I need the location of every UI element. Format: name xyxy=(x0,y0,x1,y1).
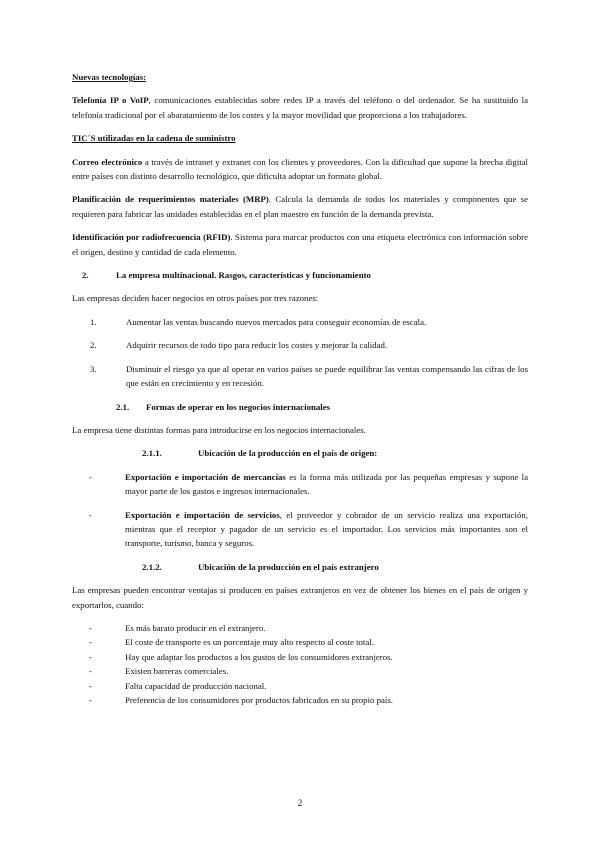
document-page xyxy=(72,70,528,707)
list-item: - Preferencia de los consumidores por productos fabricados en su propio país. xyxy=(89,695,393,705)
list-item: - Existen barreras comerciales. xyxy=(89,666,229,677)
list-item: - Exportación e importación de mercancías es la forma más utilizada por las pequeñas empresas y supone la mayor parte de los gastos e ingresos internacionales. xyxy=(89,471,528,497)
heading-section-2-1-2: 2.1.2. Ubicación de la producción en el país extranjero xyxy=(142,561,379,572)
list-item: - Es más barato producir en el extranjero. xyxy=(89,622,266,633)
term-correo: Correo electrónico xyxy=(72,156,143,167)
page-number: 2 xyxy=(297,798,303,808)
list-item: 3. Disminuir el riesgo ya que al operar en varios países se puede equilibrar las ventas compensando las cifras de los que están en crecimiento y en recesión. xyxy=(90,363,528,389)
origin-list xyxy=(72,470,528,551)
heading-section-2-1: 2.1. Formas de operar en los negocios internacionales xyxy=(116,401,331,412)
list-item: 1. Aumentar las ventas buscando nuevos mercados para conseguir economías de escala. xyxy=(90,316,427,327)
heading-section-2: 2. La empresa multinacional. Rasgos, características y funcionamiento xyxy=(82,270,371,281)
list-item: - El coste de transporte es un porcentaje muy alto respecto al coste total. xyxy=(89,637,374,648)
paragraph-rfid: Identificación por radiofrecuencia (RFID). Sistema para marcar productos con una etiqueta electrónica con información sobre el origen, destino y cantidad de cada elemento. xyxy=(72,232,528,257)
foreign-list xyxy=(72,621,528,707)
term-voip: Telefonía IP o VoIP xyxy=(72,95,149,106)
paragraph-mrp: Planificación de requerimientos materiales (MRP). Calcula la demanda de todos los materiales y componentes que se requieren para fabricar las unidades establecidas en el plan maestro en función de la demanda prevista. xyxy=(72,194,528,219)
paragraph-section-2-intro: Las empresas deciden hacer negocios en otros países por tres razones: xyxy=(72,293,319,304)
heading-section-2-1-1: 2.1.1. Ubicación de la producción en el país de origen: xyxy=(142,448,378,459)
list-item: - Hay que adaptar los productos a los gustos de los consumidores extranjeros. xyxy=(89,651,393,662)
paragraph-section-2-1-2-intro: Las empresas pueden encontrar ventajas si producen en países extranjeros en vez de obtener los bienes en el país de origen y exportarlos, cuando: xyxy=(72,585,528,610)
paragraph-correo: Correo electrónico a través de intranet y extranet con los clientes y proveedores. Con la dificultad que supone la brecha digital entre países con distinto desarrollo tecnológico, que dificulta adoptar un formato global. xyxy=(72,156,529,182)
reasons-list xyxy=(72,315,528,391)
paragraph-section-2-1-intro: La empresa tiene distintas formas para introducirse en los negocios internacionales. xyxy=(72,424,366,435)
paragraph-voip: Telefonía IP o VoIP, comunicaciones establecidas sobre redes IP a través del teléfono o del ordenador. Se ha sustituido la telefonía tradicional por el abaratamiento de los costes y la mayor movilidad que proporciona a los trabajadores. xyxy=(72,95,528,120)
list-item: - Exportación e importación de servicios, el proveedor y cobrador de un servicio realiza una exportación, mientras que el receptor y pagador de un servicio es el importador. Los servicios más importantes son el transporte, turismo, banca y seguros. xyxy=(89,509,529,549)
list-item: 2. Adquirir recursos de todo tipo para reducir los costes y mejorar la calidad. xyxy=(90,340,388,351)
term-rfid: Identificación por radiofrecuencia (RFID) xyxy=(72,232,231,243)
heading-tics: TIC´S utilizadas en la cadena de suministro xyxy=(72,133,236,144)
heading-nuevas-tecnologias: Nuevas tecnologías: xyxy=(72,72,147,82)
term-mrp: Planificación de requerimientos materiales (MRP) xyxy=(72,194,269,205)
list-item: - Falta capacidad de producción nacional. xyxy=(89,680,267,691)
